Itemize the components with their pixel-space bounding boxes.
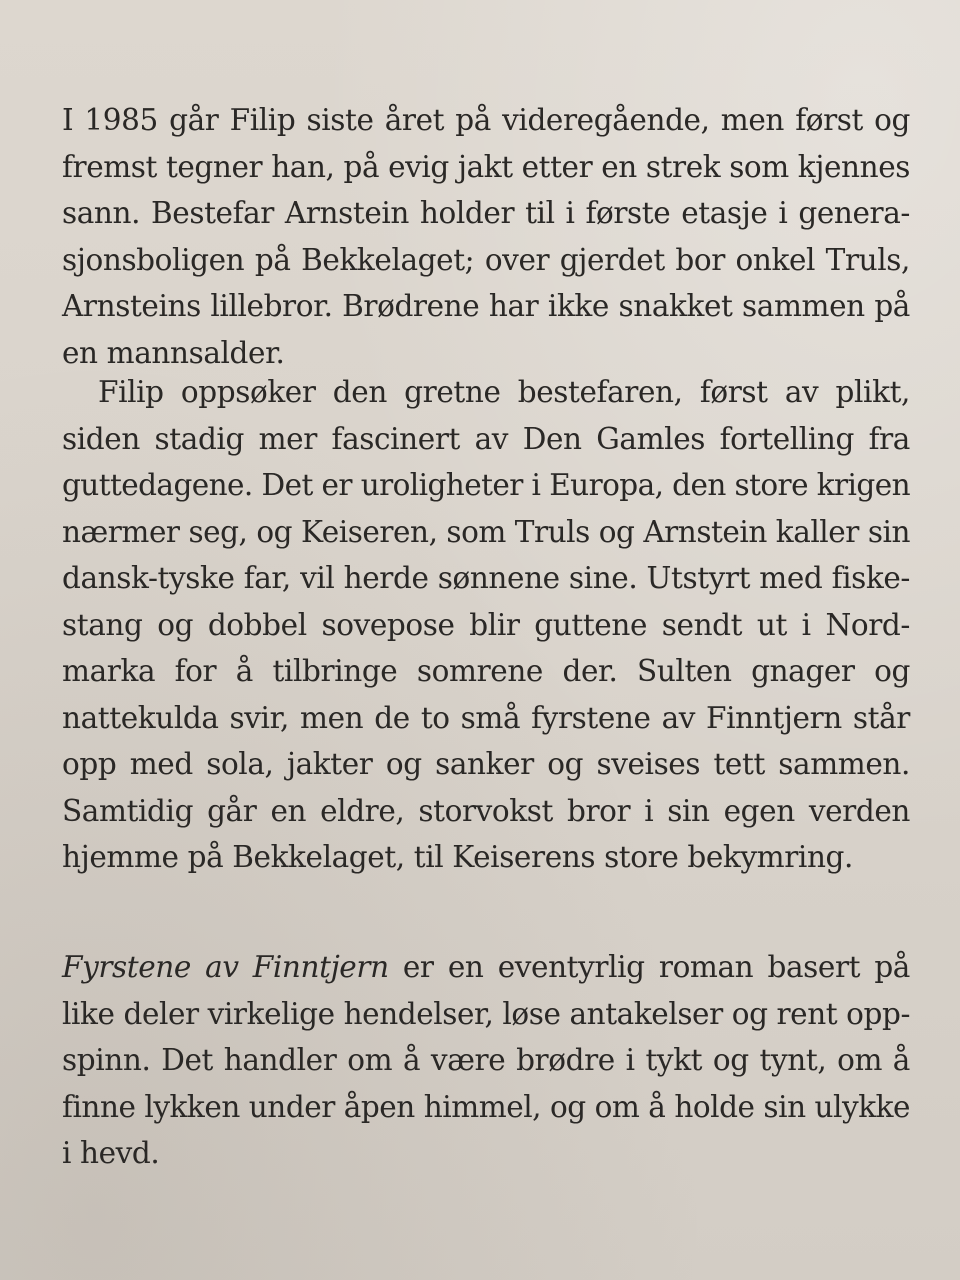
text-line: Arnsteins lillebror. Brødrene har ikke snakket sammen på — [62, 289, 910, 323]
paragraph-story — [62, 369, 910, 881]
text-line: spinn. Det handler om å være brødre i tykt og tynt, om å — [62, 1043, 910, 1077]
text-line: I 1985 går Filip siste året på videregående, men først og — [62, 103, 910, 137]
text-line: finne lykken under åpen himmel, og om å holde sin ulykke — [62, 1089, 910, 1124]
text-line: sann. Bestefar Arnstein holder til i første etasje i genera- — [62, 196, 910, 230]
text-line: Samtidig går en eldre, storvokst bror i sin egen verden — [62, 793, 910, 828]
text-line: Filip oppsøker den gretne bestefaren, først av plikt, — [98, 375, 910, 409]
text-line: guttedagene. Det er uroligheter i Europa, den store krigen — [62, 468, 910, 502]
text-line: en mannsalder. — [62, 335, 285, 370]
paragraph-intro — [62, 97, 910, 376]
text-line: marka for å tilbringe somrene der. Sulten gnager og — [62, 654, 910, 688]
text-line: nærmer seg, og Keiseren, som Truls og Arnstein kaller sin — [62, 514, 910, 549]
text-line: i hevd. — [62, 1136, 160, 1170]
text-line: sjonsboligen på Bekkelaget; over gjerdet bor onkel Truls, — [62, 242, 910, 277]
text-line: opp med sola, jakter og sanker og sveises tett sammen. — [62, 747, 910, 781]
text-line: stang og dobbel sovepose blir guttene sendt ut i Nord- — [62, 607, 910, 642]
text-line: fremst tegner han, på evig jakt etter en strek som kjennes — [62, 149, 910, 184]
text-line: hjemme på Bekkelaget, til Keiserens store bekymring. — [62, 840, 854, 874]
text-line — [62, 944, 910, 991]
text-line: like deler virkelige hendelser, løse antakelser og rent opp- — [62, 996, 910, 1031]
paragraph-summary — [62, 944, 910, 1177]
text-line: nattekulda svir, men de to små fyrstene av Finntjern står — [62, 700, 910, 735]
text-line: siden stadig mer fascinert av Den Gamles fortelling fra — [62, 421, 910, 456]
text-line: dansk-tyske far, vil herde sønnene sine. Utstyrt med fiske- — [62, 561, 910, 595]
book-title: Fyrstene av Finntjern — [62, 950, 389, 984]
text-fragment: er en eventyrlig roman basert på — [388, 950, 910, 984]
